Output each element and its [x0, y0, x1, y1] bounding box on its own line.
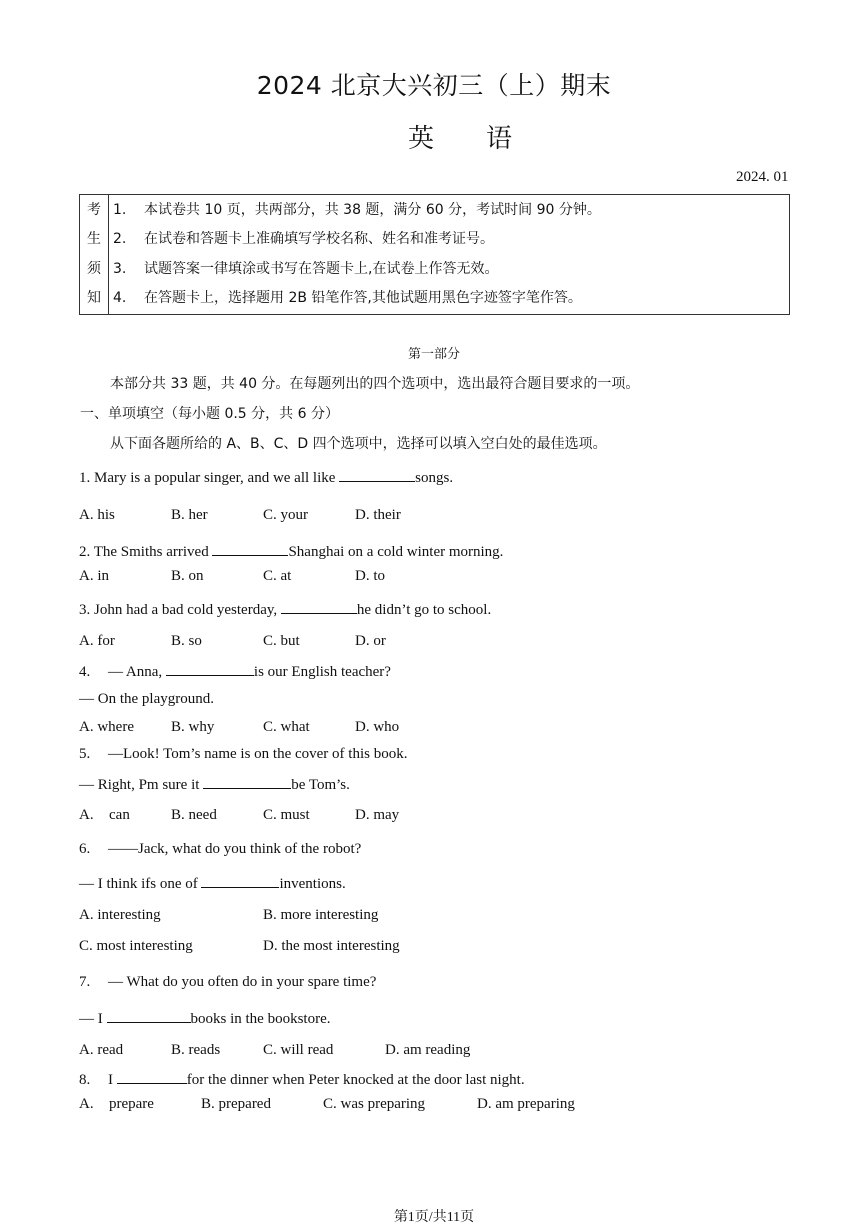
question-1: 1. Mary is a popular singer, and we all like songs.: [79, 467, 453, 487]
answer-blank: [203, 774, 291, 789]
option-c: C. your: [263, 507, 308, 523]
option-b: B. on: [171, 568, 204, 584]
option-d: D. may: [355, 807, 400, 823]
answer-blank: [281, 599, 357, 614]
option-a: A. in: [79, 568, 109, 584]
notice-items: [109, 195, 790, 315]
option-a: A. interesting: [79, 907, 161, 923]
option-c: C. what: [263, 719, 310, 735]
notice-label-char: 知: [87, 290, 101, 306]
question-4: 4. — Anna, is our English teacher?: [79, 661, 391, 681]
option-a: A.: [79, 807, 94, 823]
question-5-reply: — Right, Pm sure it be Tom’s.: [79, 774, 350, 794]
question-7-reply: — I books in the bookstore.: [79, 1008, 331, 1028]
notice-label-char: 考: [87, 201, 101, 218]
option-c: C. most interesting: [79, 938, 193, 954]
question-4-reply: — On the playground.: [79, 691, 214, 707]
option-d: D. am reading: [385, 1042, 471, 1058]
question-5: 5. —Look! Tom’s name is on the cover of this book.: [79, 746, 408, 762]
option-c: C. at: [263, 568, 292, 584]
option-b: B. so: [171, 633, 202, 649]
option-b: B. reads: [171, 1042, 221, 1058]
notice-box: [79, 194, 790, 315]
subject-title: 英语: [407, 124, 564, 154]
option-c: C. must: [263, 807, 310, 823]
option-a: A. where: [79, 719, 134, 735]
answer-blank: [117, 1069, 187, 1084]
answer-blank: [201, 873, 279, 888]
answer-blank: [339, 467, 415, 482]
option-c: C. will read: [263, 1042, 334, 1058]
exam-date: 2024. 01: [736, 169, 789, 185]
option-b: B. why: [171, 719, 215, 735]
question-7: 7. — What do you often do in your spare time?: [79, 974, 377, 990]
option-a: A. read: [79, 1042, 124, 1058]
option-d: D. am preparing: [477, 1096, 575, 1112]
page-title: 2024 北京大兴初三（上）期末: [256, 71, 612, 100]
part-intro: 本部分共 33 题，共 40 分。在每题列出的四个选项中，选出最符合题目要求的一项。: [110, 376, 640, 392]
question-6: 6. ——Jack, what do you think of the robot?: [79, 841, 362, 857]
option-a-text: prepare: [109, 1096, 154, 1112]
option-a: A.: [79, 1096, 94, 1112]
notice-item: 4. 在答题卡上，选择题用 2B 铅笔作答,其他试题用黑色字迹签字笔作答。: [113, 290, 582, 306]
option-d: D. the most interesting: [263, 938, 400, 954]
option-b: B. more interesting: [263, 907, 379, 923]
part-title: 第一部分: [407, 347, 460, 362]
notice-item: 1. 本试卷共 10 页，共两部分，共 38 题，满分 60 分，考试时间 90 分钟。: [113, 201, 601, 218]
question-2: 2. The Smiths arrived Shanghai on a cold winter morning.: [79, 541, 503, 561]
notice-label: [80, 195, 109, 315]
section-instruction: 从下面各题所给的 A、B、C、D 四个选项中，选择可以填入空白处的最佳选项。: [110, 436, 607, 452]
option-c: C. was preparing: [323, 1096, 426, 1112]
option-c: C. but: [263, 633, 300, 649]
question-3: 3. John had a bad cold yesterday, he didn’t go to school.: [79, 599, 491, 619]
option-d: D. who: [355, 719, 400, 735]
answer-blank: [212, 541, 288, 556]
notice-label-char: 生: [87, 231, 101, 247]
notice-item: 3. 试题答案一律填涂或书写在答题卡上,在试卷上作答无效。: [113, 260, 499, 277]
question-6-reply: — I think ifs one of inventions.: [79, 873, 346, 893]
notice-label-char: 须: [87, 260, 101, 277]
answer-blank: [166, 661, 254, 676]
section-title: 一、单项填空（每小题 0.5 分，共 6 分）: [80, 406, 339, 422]
option-b: B. prepared: [201, 1096, 271, 1112]
option-d: D. to: [355, 568, 385, 584]
question-8: 8. I for the dinner when Peter knocked at the door last night.: [79, 1069, 525, 1089]
option-a: A. his: [79, 507, 115, 523]
option-a-text: can: [109, 807, 130, 823]
notice-item: 2. 在试卷和答题卡上准确填写学校名称、姓名和准考证号。: [113, 231, 494, 247]
page-number: 第1页/共11页: [393, 1210, 475, 1225]
answer-blank: [107, 1008, 191, 1023]
option-b: B. need: [171, 807, 217, 823]
option-a: A. for: [79, 633, 115, 649]
option-d: D. or: [355, 633, 386, 649]
option-b: B. her: [171, 507, 208, 523]
option-d: D. their: [355, 507, 401, 523]
